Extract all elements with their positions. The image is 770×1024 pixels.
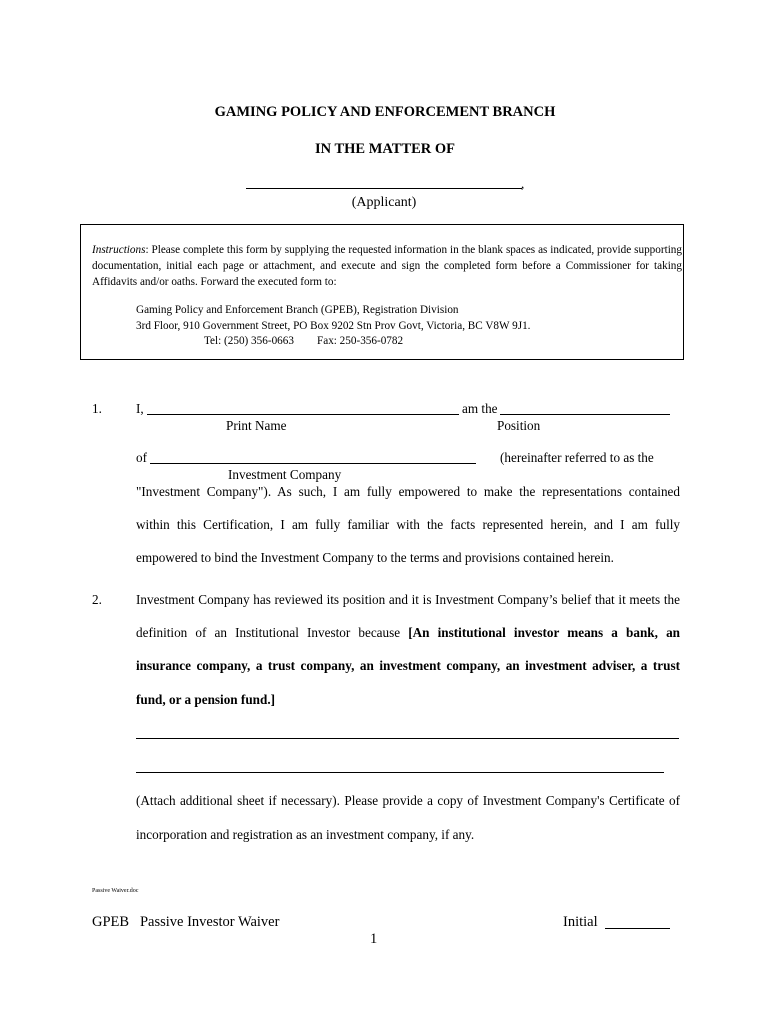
tel-number: Tel: (250) 356-0663	[204, 335, 294, 347]
address-line-2: 3rd Floor, 910 Government Street, PO Box 9202 Stn Prov Govt, Victoria, BC V8W 9J1.	[136, 320, 531, 332]
file-name: Passive Waiver.doc	[92, 888, 139, 894]
institutional-investor-definition-middle: insurance company, a trust company, an investment company, an investment adviser, a trust	[136, 658, 680, 673]
fax-number: Fax: 250-356-0782	[317, 335, 404, 347]
section-1-line-2: within this Certification, I am fully familiar with the facts represented herein, and I am fully	[136, 517, 680, 532]
address-line-1: Gaming Policy and Enforcement Branch (GPEB), Registration Division	[136, 304, 459, 316]
hereinafter-text: (hereinafter referred to as the	[500, 450, 654, 465]
am-the-label: am the	[462, 401, 498, 416]
matter-heading: IN THE MATTER OF	[314, 141, 456, 157]
print-name-label: Print Name	[226, 418, 287, 433]
instructions-text	[92, 242, 682, 290]
section-2-line-1: Investment Company has reviewed its position and it is Investment Company’s belief that it meets the	[136, 592, 680, 607]
section-1-line-3: empowered to bind the Investment Company to the terms and provisions contained herein.	[136, 550, 614, 565]
print-name-line[interactable]	[147, 414, 459, 415]
document-title: GAMING POLICY AND ENFORCEMENT BRANCH	[214, 104, 556, 120]
initial-label: Initial	[563, 914, 598, 930]
position-label: Position	[497, 418, 541, 433]
instructions-label: Instructions	[92, 244, 146, 256]
section-2-line-2	[136, 625, 680, 641]
explanation-line-1[interactable]	[136, 738, 679, 739]
i-label: I,	[136, 401, 144, 416]
of-label: of	[136, 450, 147, 465]
section-1-number: 1.	[92, 401, 102, 416]
investment-company-label: Investment Company	[228, 467, 342, 482]
form-name: GPEB Passive Investor Waiver	[92, 914, 280, 930]
section-1-line-1: "Investment Company"). As such, I am fully empowered to make the representations contained	[136, 484, 680, 499]
applicant-label: (Applicant)	[351, 195, 417, 210]
attach-line-1: (Attach additional sheet if necessary). Please provide a copy of Investment Company's Certificate of	[136, 793, 680, 808]
section-2-number: 2.	[92, 592, 102, 607]
investment-company-line[interactable]	[150, 463, 476, 464]
institutional-investor-definition-end: fund, or a pension fund.]	[136, 692, 276, 707]
institutional-investor-definition-start: [An institutional investor means a bank, an	[408, 625, 680, 640]
initial-line[interactable]	[605, 928, 670, 929]
position-line[interactable]	[500, 414, 670, 415]
instructions-body: : Please complete this form by supplying the requested information in the blank spaces as indicated, provide supporting documentation, initial each page or attachment, and execute and sign the completed form before a Commissioner for taking Affidavits and/or oaths. Forward the executed form to:	[92, 244, 682, 288]
section-2-line-2-normal: definition of an Institutional Investor because	[136, 625, 409, 640]
attach-line-2: incorporation and registration as an investment company, if any.	[136, 827, 475, 842]
applicant-comma: ,	[521, 176, 525, 191]
applicant-name-line[interactable]	[246, 188, 522, 189]
explanation-line-2[interactable]	[136, 772, 664, 773]
page-number: 1	[370, 931, 378, 947]
